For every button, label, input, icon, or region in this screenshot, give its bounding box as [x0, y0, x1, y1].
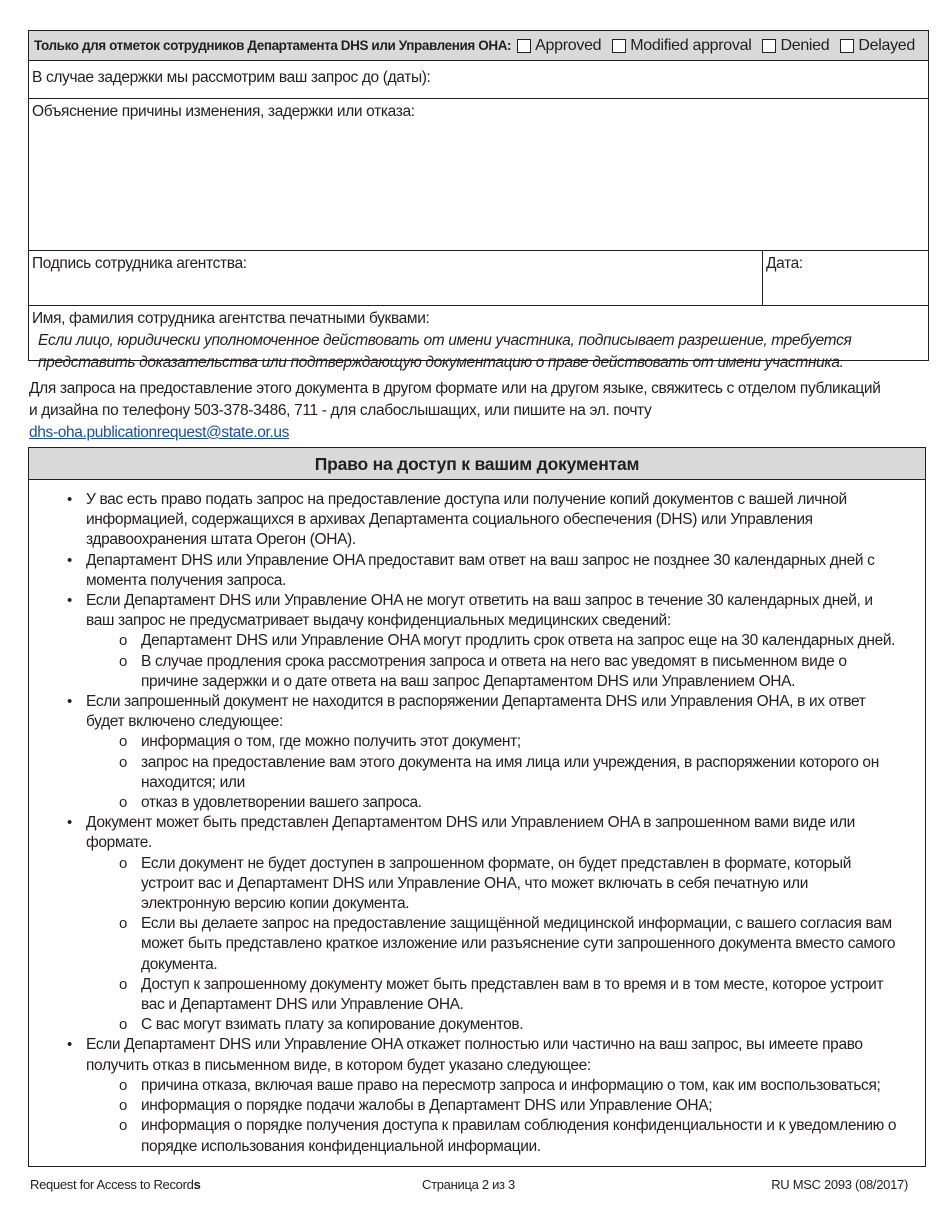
- bullet-dot-icon: •: [67, 814, 72, 832]
- agency-signature-field[interactable]: [29, 251, 763, 305]
- circle-bullet-icon: o: [119, 1076, 127, 1094]
- denied-label: Denied: [780, 36, 830, 54]
- rights-sub-line: информация о том, где можно получить этот документ;: [141, 733, 521, 751]
- rights-bullet-item: [67, 1035, 921, 1156]
- denied-option[interactable]: [762, 37, 829, 55]
- rights-bullet-line: ваш запрос не предусматривает выдачу конфиденциальных медицинских сведений:: [86, 612, 671, 630]
- rights-sub-item: [119, 793, 921, 813]
- rights-bullet-line: Департамент DHS или Управление OHA предоставит вам ответ на ваш запрос не позднее 30 календарных дней с: [86, 551, 875, 569]
- publication-request-email-link[interactable]: dhs-oha.publicationrequest@state.or.us: [29, 424, 290, 441]
- explanation-field[interactable]: [29, 99, 928, 251]
- signature-row: [29, 251, 928, 306]
- rights-sub-line: вас и Департамент DHS или Управление OHA.: [141, 996, 464, 1014]
- modified-approval-label: Modified approval: [630, 36, 752, 54]
- rights-bullet-line: Если Департамент DHS или Управление OHA откажет полностью или частично на ваш запрос, вы имеете право: [86, 1036, 863, 1054]
- rights-sub-item: [119, 1096, 921, 1116]
- rights-sub-line: информация о порядке подачи жалобы в Департамент DHS или Управление OHA;: [141, 1097, 713, 1115]
- footer-form-code: RU MSC 2093 (08/2017): [771, 1177, 908, 1192]
- rights-bullet-line: формате.: [86, 834, 152, 852]
- circle-bullet-icon: o: [119, 753, 127, 771]
- office-use-header-row: [29, 31, 928, 61]
- rights-bullet-line: получить отказ в письменном виде, в котором будет указано следующее:: [86, 1056, 591, 1074]
- rights-list: [29, 490, 921, 1157]
- office-use-label: Только для отметок сотрудников Департамента DHS или Управления OHA:: [34, 38, 512, 53]
- delayed-label: Delayed: [858, 36, 915, 54]
- representative-note-line: представить доказательства или подтверждающую документацию о праве действовать от имени участника.: [38, 354, 844, 371]
- delayed-checkbox[interactable]: [840, 39, 854, 53]
- footer-form-title-bold: s: [193, 1177, 201, 1192]
- rights-bullet-item: [67, 591, 921, 692]
- footer-form-title-main: Request for Access to Record: [30, 1177, 194, 1192]
- office-use-table: [28, 30, 929, 361]
- rights-bullet-line: Если Департамент DHS или Управление OHA не могут ответить на ваш запрос в течение 30 календарных дней, и: [86, 592, 873, 610]
- circle-bullet-icon: o: [119, 794, 127, 812]
- circle-bullet-icon: o: [119, 975, 127, 993]
- rights-bullet-line: Документ может быть представлен Департаментом DHS или Управлением OHA в запрошенном вами виде или: [86, 814, 855, 832]
- rights-sub-item: [119, 1116, 921, 1156]
- rights-bullet-line: У вас есть право подать запрос на предоставление доступа или получение копий документов с вашей личной: [86, 491, 847, 508]
- rights-sub-line: Департамент DHS или Управление OHA могут продлить срок ответа на запрос еще на 30 календарных дней.: [141, 632, 896, 650]
- access-rights-title: Право на доступ к вашим документам: [29, 448, 925, 480]
- rights-sub-line: запрос на предоставление вам этого документа на имя лица или учреждения, в распоряжении которого он: [141, 753, 879, 771]
- representative-note: [38, 330, 928, 374]
- agency-name-label: Имя, фамилия сотрудника агентства печатными буквами:: [32, 310, 430, 327]
- rights-bullet-item: [67, 813, 921, 1035]
- rights-bullet-item: [67, 692, 921, 813]
- circle-bullet-icon: o: [119, 1016, 127, 1034]
- bullet-dot-icon: •: [67, 551, 72, 569]
- alternate-format-line: Для запроса на предоставление этого документа в другом формате или на другом языке, свяжитесь с отделом публикаций: [29, 380, 881, 397]
- bullet-dot-icon: •: [67, 491, 72, 508]
- approved-label: Approved: [535, 36, 602, 54]
- agency-signature-label: Подпись сотрудника агентства:: [32, 255, 247, 272]
- rights-bullet-item: [67, 490, 921, 551]
- circle-bullet-icon: o: [119, 1117, 127, 1135]
- circle-bullet-icon: o: [119, 915, 127, 933]
- rights-sub-item: [119, 652, 921, 692]
- rights-sub-list: [86, 1076, 921, 1157]
- bullet-dot-icon: •: [67, 1036, 72, 1054]
- alternate-format-notice: [29, 378, 929, 444]
- rights-sub-item: [119, 1015, 921, 1035]
- circle-bullet-icon: o: [119, 854, 127, 872]
- circle-bullet-icon: o: [119, 1097, 127, 1115]
- rights-sub-line: причина отказа, включая ваше право на пересмотр запроса и информацию о том, как им воспользоваться;: [141, 1076, 881, 1094]
- delay-date-label: В случае задержки мы рассмотрим ваш запрос до (даты):: [32, 69, 431, 86]
- signature-date-field[interactable]: [763, 251, 928, 305]
- rights-sub-item: [119, 914, 921, 975]
- access-rights-body: [29, 480, 925, 1157]
- circle-bullet-icon: o: [119, 652, 127, 670]
- rights-bullet-line: Если запрошенный документ не находится в распоряжении Департамента DHS или Управления OHA, в их ответ: [86, 693, 866, 711]
- rights-bullet-line: момента получения запроса.: [86, 571, 286, 589]
- rights-bullet-line: будет включено следующее:: [86, 713, 283, 731]
- access-rights-section: [28, 447, 926, 1167]
- rights-sub-list: [86, 631, 921, 692]
- rights-sub-line: В случае продления срока рассмотрения запроса и ответа на него вас уведомят в письменном виде о: [141, 652, 847, 670]
- rights-sub-line: находится; или: [141, 773, 245, 791]
- rights-sub-line: Если документ не будет доступен в запрошенном формате, он будет представлен в формате, который: [141, 854, 852, 872]
- signature-date-label: Дата:: [766, 255, 803, 272]
- denied-checkbox[interactable]: [762, 39, 776, 53]
- rights-sub-line: может быть представлено краткое изложение или разъяснение сути запрошенного документа вместо самого: [141, 935, 896, 953]
- rights-sub-item: [119, 753, 921, 793]
- representative-note-line: Если лицо, юридически уполномоченное действовать от имени участника, подписывает разрешение, требуется: [38, 332, 852, 349]
- rights-bullet-line: информацией, содержащихся в архивах Департамента социального обеспечения (DHS) или Управления: [86, 511, 813, 529]
- delay-date-field[interactable]: [29, 61, 928, 99]
- approved-checkbox[interactable]: [517, 39, 531, 53]
- rights-sub-item: [119, 732, 921, 752]
- circle-bullet-icon: o: [119, 733, 127, 751]
- approved-option[interactable]: [517, 37, 601, 55]
- delayed-option[interactable]: [840, 37, 915, 55]
- explanation-label: Объяснение причины изменения, задержки или отказа:: [32, 103, 415, 120]
- bullet-dot-icon: •: [67, 592, 72, 610]
- rights-sub-line: С вас могут взимать плату за копирование документов.: [141, 1016, 524, 1034]
- rights-sub-item: [119, 1076, 921, 1096]
- alternate-format-line: и дизайна по телефону 503-378-3486, 711 - для слабослышащих, или пишите на эл. почту: [29, 402, 652, 419]
- rights-sub-line: причине задержки и о дате ответа на ваш запрос Департаментом DHS или Управлением OHA.: [141, 672, 796, 690]
- rights-sub-item: [119, 975, 921, 1015]
- footer-form-title: [30, 1177, 201, 1192]
- rights-sub-list: [86, 732, 921, 813]
- rights-sub-line: отказ в удовлетворении вашего запроса.: [141, 794, 422, 812]
- footer-page-number: Страница 2 из 3: [422, 1177, 515, 1192]
- rights-sub-line: электронную версию копии документа.: [141, 895, 410, 913]
- rights-sub-line: Если вы делаете запрос на предоставление защищённой медицинской информации, с вашего согласия вам: [141, 915, 892, 933]
- rights-sub-list: [86, 854, 921, 1036]
- rights-sub-line: информация о порядке получения доступа к правилам соблюдения конфиденциальности и к уведомлению о: [141, 1117, 897, 1135]
- rights-sub-line: Доступ к запрошенному документу может быть представлен вам в то время и в том месте, которое устроит: [141, 975, 884, 993]
- rights-sub-line: документа.: [141, 955, 218, 973]
- rights-sub-line: устроит вас и Департамент DHS или Управление OHA, что может включать в себя печатную или: [141, 874, 808, 892]
- rights-sub-item: [119, 854, 921, 915]
- page-footer: [30, 1177, 910, 1197]
- modified-approval-checkbox[interactable]: [612, 39, 626, 53]
- rights-bullet-item: [67, 551, 921, 591]
- rights-bullet-line: здравоохранения штата Орегон (OHA).: [86, 531, 356, 549]
- rights-sub-line: порядке использования конфиденциальной информации.: [141, 1137, 541, 1155]
- circle-bullet-icon: o: [119, 632, 127, 650]
- bullet-dot-icon: •: [67, 693, 72, 711]
- rights-sub-item: [119, 631, 921, 651]
- modified-approval-option[interactable]: [612, 37, 751, 55]
